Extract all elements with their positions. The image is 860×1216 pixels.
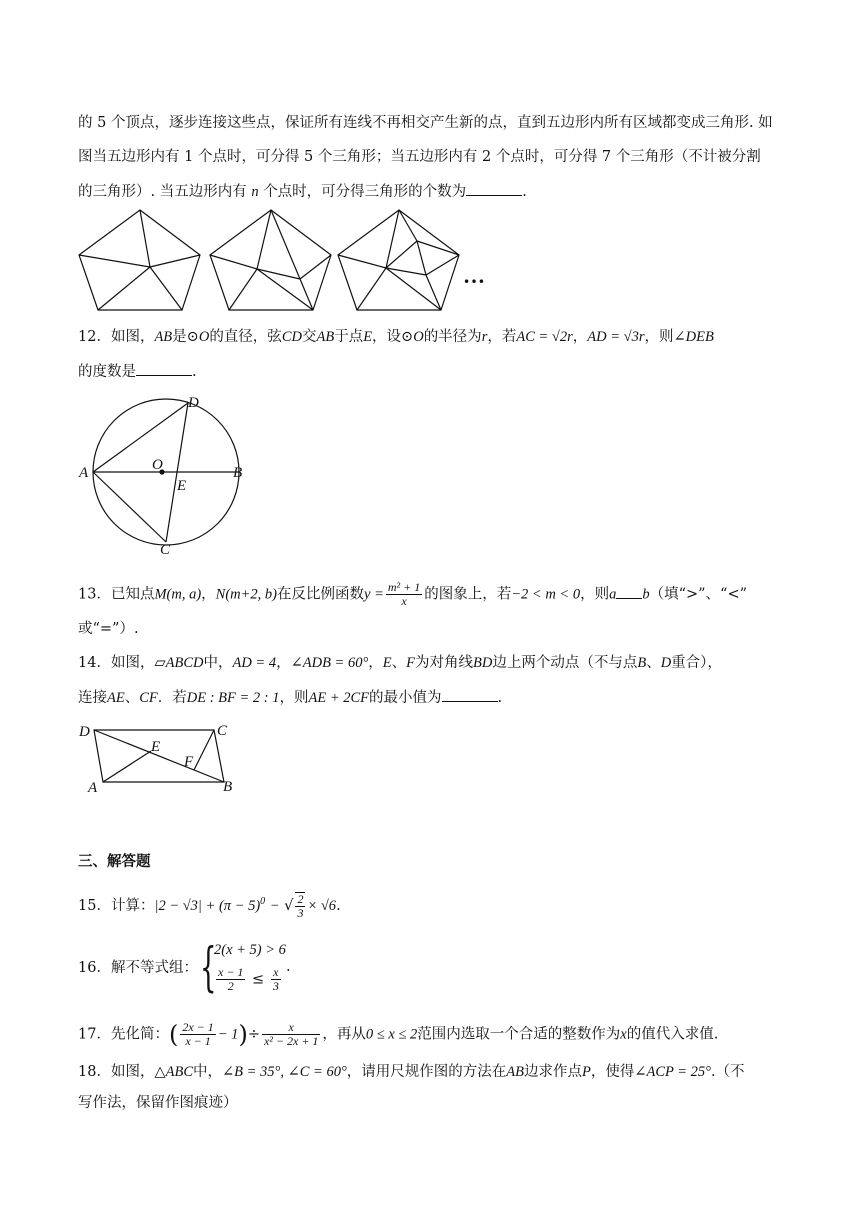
- circle-figure: [76, 390, 276, 560]
- inequality-system: { 2(x + 5) > 6 $\frac{x - 1}{2}$ ≤ $\frac{x}{3}$ .: [200, 938, 291, 998]
- label-O: O: [152, 457, 163, 473]
- label-B: B: [223, 779, 233, 795]
- q13-line-1: 13．已知点M(m, a)，N(m+2, b)在反比例函数y = $\frac{\text{m² + 1}}{x}$ 的图象上，若−2 < m < 0，则a b（填“>”、“<”: [78, 580, 748, 608]
- answer-blank: [616, 584, 642, 599]
- q11-line-2: 图当五边形内有 1 个点时，可分得 5 个三角形；当五边形内有 2 个点时，可分得 7 个三角形（不计被分割: [78, 149, 761, 165]
- q13-fraction: $\frac{\text{m² + 1}}{x}$: [387, 580, 421, 608]
- pentagon-figures: [0, 205, 860, 315]
- label-C: C: [160, 542, 171, 558]
- label-E: E: [177, 478, 187, 494]
- q12-line-1: 12．如图，AB是⊙O的直径，弦CD交AB于点E，设⊙O的半径为r，若AC = √2r，AD = √3r，则∠DEB: [78, 329, 714, 345]
- label-A: A: [88, 780, 98, 796]
- q11-line-1: 的 5 个顶点，逐步连接这些点，保证所有连线不再相交产生新的点，直到五边形内所有区域都变成三角形. 如: [78, 115, 773, 131]
- section-heading: 三、解答题: [78, 854, 151, 870]
- answer-blank: [466, 181, 522, 196]
- label-D: D: [79, 724, 90, 740]
- label-A: A: [79, 465, 89, 481]
- pentagon-one-point: [79, 210, 200, 310]
- parallelogram-figure: [76, 718, 256, 798]
- label-B: B: [233, 465, 243, 481]
- q17-fraction-1: $\frac{2x - 1}{x - 1}$: [182, 1020, 214, 1048]
- q11-line-3: 的三角形）. 当五边形内有 n 个点时，可分得三角形的个数为 .: [78, 181, 527, 202]
- label-C: C: [217, 723, 228, 739]
- q17-line: 17．先化简：( $\frac{2x - 1}{x - 1}$ − 1)÷ $\frac{x}{\text{x² − 2x + 1}}$ ，再从0 ≤ x ≤ 2范围内选取一个合适的整数作为x的值代入求值.: [78, 1020, 719, 1049]
- q14-line-1: 14．如图，▱ABCD中，AD = 4，∠ADB = 60°，E、F为对角线BD边上两个动点（不与点B、D重合），: [78, 655, 722, 671]
- q14-line-2: 连接AE、CF．若DE : BF = 2 : 1，则AE + 2CF的最小值为 .: [78, 687, 502, 708]
- q18-line-1: 18．如图，△ABC中，∠B = 35°, ∠C = 60°，请用尺规作图的方法在AB边求作点P，使得∠ACP = 25°.（不: [78, 1064, 745, 1080]
- q12-line-2: 的度数是 .: [78, 361, 197, 382]
- answer-blank: [442, 687, 498, 702]
- q13-line-2: 或“=”）.: [78, 621, 139, 637]
- q18-line-2: 写作法，保留作图痕迹）: [78, 1095, 238, 1111]
- pentagon-two-points: [210, 210, 331, 310]
- pentagon-three-points: [338, 210, 459, 310]
- answer-blank: [136, 361, 192, 376]
- q15-fraction: $\frac{2}{3}$: [297, 892, 304, 920]
- label-E: E: [151, 739, 161, 755]
- q15-line: 15．计算：$|2 - √3| + (\pi - 5)^0$ − √ $\frac{2}{3}$ × √6.: [78, 892, 341, 920]
- ellipsis: …: [463, 263, 485, 288]
- q16-line: 16．解不等式组：: [78, 960, 198, 976]
- q17-fraction-2: $\frac{x}{\text{x² − 2x + 1}}$: [263, 1020, 319, 1048]
- label-D: D: [188, 395, 199, 411]
- label-F: F: [184, 754, 194, 770]
